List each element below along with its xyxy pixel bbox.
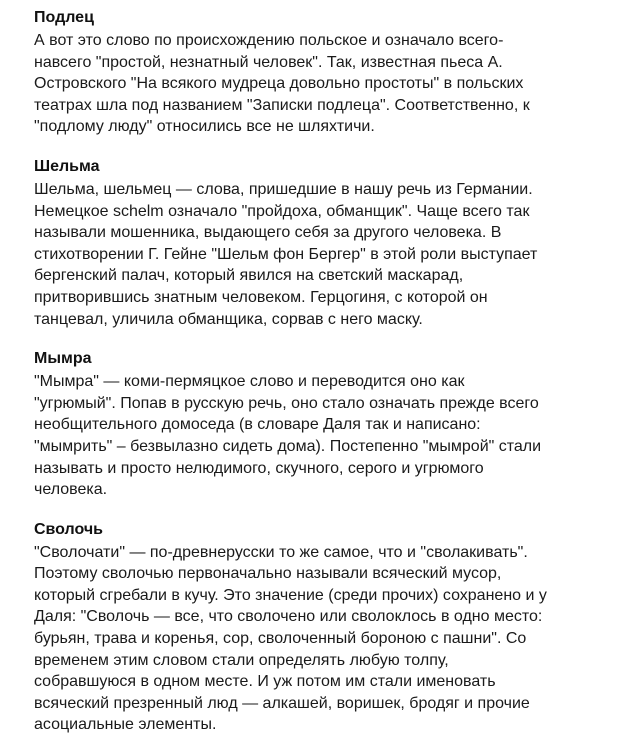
text-line: "Сволочати" — по-древнерусски то же самое, что и "сволакивать". [34,543,528,561]
text-line: необщительного домоседа (в словаре Даля так и написано: [34,416,481,434]
text-line: собравшуюся в одном месте. И уж потом им стали именовать [34,673,496,691]
text-line: "подлому люду" относились все не шляхтичи. [34,118,375,136]
text-line: Даля: "Сволочь — все, что сволочено или сволоклось в одно место: [34,608,543,626]
text-line: временем этим словом стали определять любую толпу, [34,651,449,669]
text-line: Немецкое schelm означало "пройдоха, обманщик". Чаще всего так [34,202,530,220]
section-body [34,179,614,330]
text-line: А вот это слово по происхождению польское и означало всего- [34,32,504,49]
text-line: "угрюмый". Попав в русскую речь, оно стало означать прежде всего [34,394,539,412]
text-line: Поэтому сволочью первоначально называли всяческий мусор, [34,565,502,583]
text-line: асоциальные элементы. [34,716,217,734]
text-line: навсего "простой, незнатный человек". Так, известная пьеса А. [34,53,503,71]
text-line: Шельма, шельмец — слова, пришедшие в нашу речь из Германии. [34,180,533,198]
section-body [34,371,614,501]
section-heading: Подлец [34,9,94,26]
text-line: "Мымра" — коми-пермяцкое слово и переводится оно как [34,373,465,391]
section-heading: Шельма [34,157,100,175]
section-mymra [34,349,614,501]
article [34,8,614,755]
section-body [34,30,614,138]
section-heading: Сволочь [34,520,104,538]
section-shelma [34,157,614,330]
text-line: называть и просто нелюдимого, скучного, серого и угрюмого [34,459,484,477]
text-line: "мымрить" – безвылазно сидеть дома). Постепенно "мымрой" стали [34,437,542,455]
text-line: притворившись знатным человеком. Герцогиня, с которой он [34,288,488,306]
text-line: бергенский палач, который явился на светский маскарад, [34,267,464,285]
text-line: стихотворении Г. Гейне "Шельм фон Бергер" в этой роли выступает [34,245,538,263]
text-line: всяческий презренный люд — алкашей, воришек, бродяг и прочие [34,694,530,712]
section-heading: Мымра [34,350,92,368]
text-line: который сгребали в кучу. Это значение (среди прочих) сохранено и у [34,586,547,604]
section-svoloch [34,520,614,736]
text-line: театрах шла под названием "Записки подлеца". Соответственно, к [34,96,530,114]
text-line: Островского "На всякого мудреца довольно простоты" в польских [34,75,524,93]
text-line: называли мошенника, выдающего себя за другого человека. В [34,224,502,242]
text-line: человека. [34,481,108,499]
section-podlets [34,8,614,138]
text-line: бурьян, трава и коренья, сор, сволоченный бороною с пашни". Со [34,630,527,648]
text-line: танцевал, уличила обманщика, сорвав с него маску. [34,310,423,328]
section-body [34,542,614,736]
